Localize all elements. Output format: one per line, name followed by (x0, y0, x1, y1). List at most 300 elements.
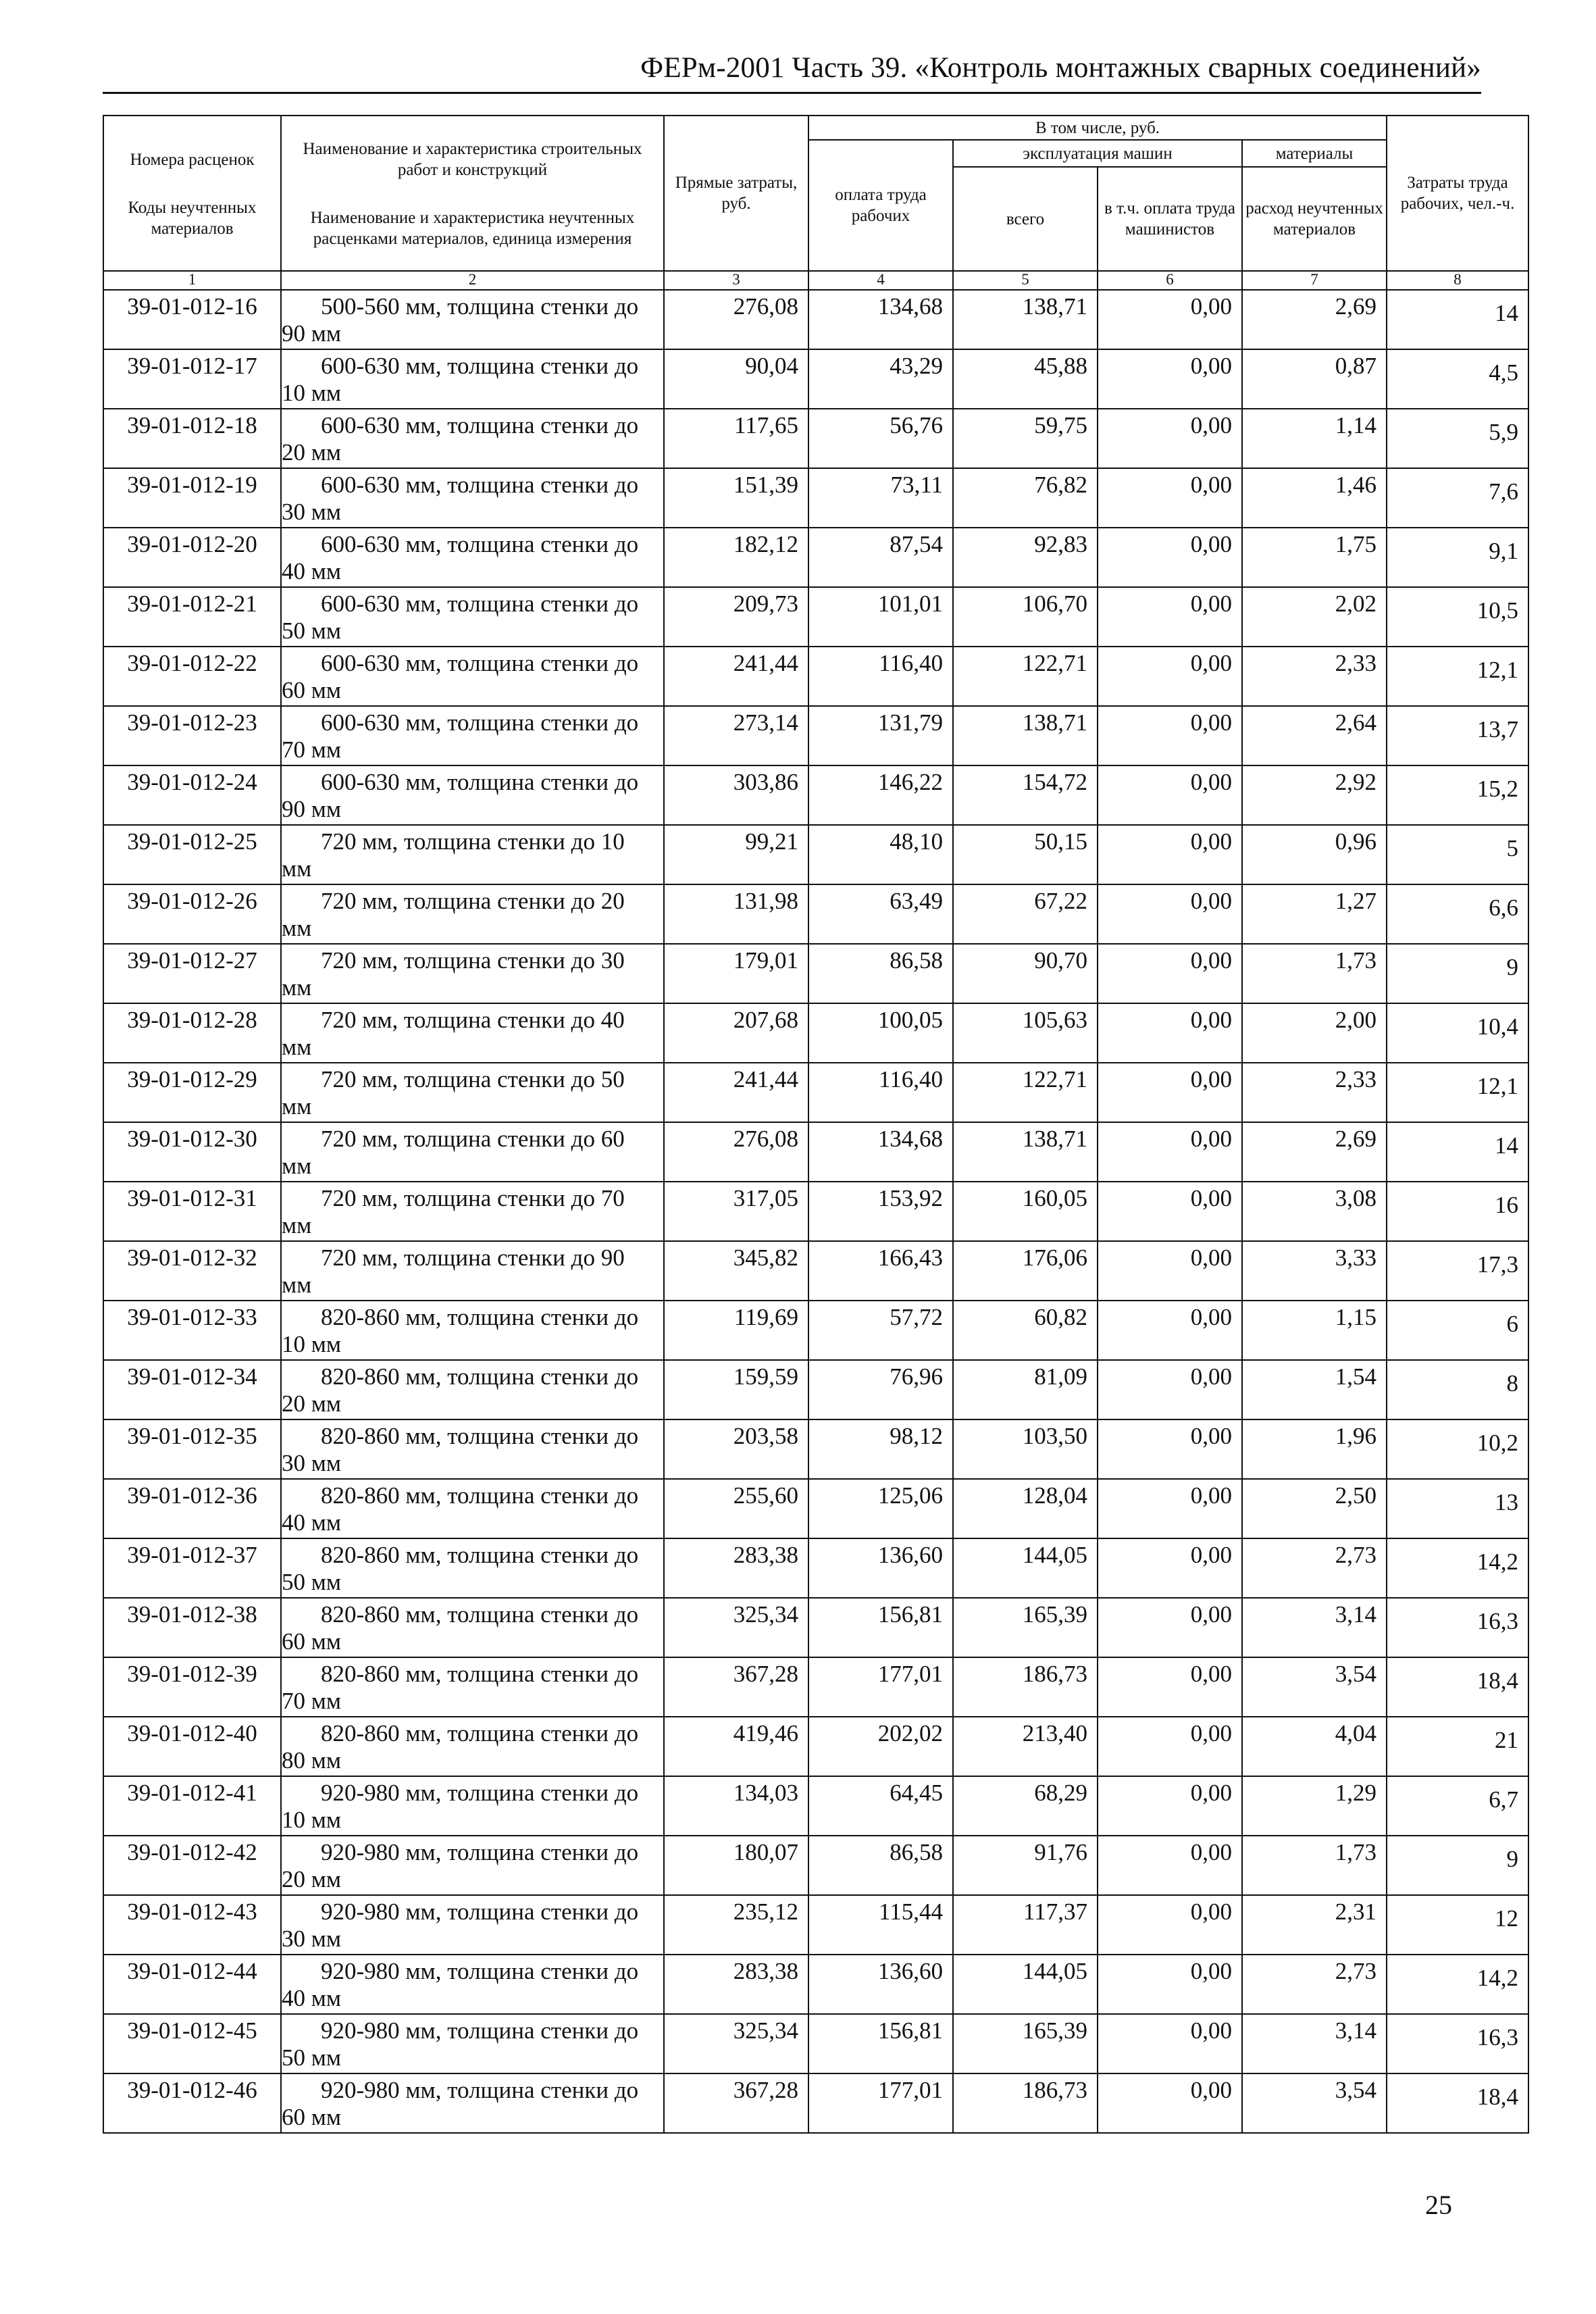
labor-costs-value: 14,2 (1387, 1538, 1528, 1598)
rate-code: 39-01-012-16 (103, 290, 281, 349)
work-description: 720 мм, толщина стенки до 30 мм (281, 944, 664, 1003)
rate-code: 39-01-012-34 (103, 1360, 281, 1419)
worker-pay-value: 56,76 (808, 409, 953, 468)
table-row (103, 825, 1528, 884)
column-number-row (103, 271, 1528, 290)
worker-pay-value: 153,92 (808, 1182, 953, 1241)
machine-total-value: 213,40 (953, 1717, 1098, 1776)
worker-pay-value: 202,02 (808, 1717, 953, 1776)
worker-pay-value: 156,81 (808, 1598, 953, 1657)
materials-value: 1,96 (1242, 1419, 1387, 1479)
machinist-pay-value: 0,00 (1098, 349, 1242, 409)
work-description: 920-980 мм, толщина стенки до 40 мм (281, 1955, 664, 2014)
direct-costs-value: 90,04 (664, 349, 808, 409)
header-direct-costs: Прямые затраты, руб. (664, 116, 808, 271)
rate-code: 39-01-012-19 (103, 468, 281, 528)
machinist-pay-value: 0,00 (1098, 1241, 1242, 1301)
direct-costs-value: 367,28 (664, 2073, 808, 2133)
work-description: 720 мм, толщина стенки до 60 мм (281, 1122, 664, 1182)
rate-code: 39-01-012-26 (103, 884, 281, 944)
header-materials: материалы (1242, 140, 1387, 167)
work-description: 820-860 мм, толщина стенки до 40 мм (281, 1479, 664, 1538)
direct-costs-value: 99,21 (664, 825, 808, 884)
table-row (103, 1241, 1528, 1301)
rate-code: 39-01-012-45 (103, 2014, 281, 2073)
machinist-pay-value: 0,00 (1098, 1301, 1242, 1360)
direct-costs-value: 345,82 (664, 1241, 808, 1301)
machine-total-value: 154,72 (953, 765, 1098, 825)
labor-costs-value: 4,5 (1387, 349, 1528, 409)
machinist-pay-value: 0,00 (1098, 1955, 1242, 2014)
direct-costs-value: 283,38 (664, 1955, 808, 2014)
header-machine-operation: эксплуатация машин (953, 140, 1242, 167)
direct-costs-value: 325,34 (664, 2014, 808, 2073)
rate-code: 39-01-012-36 (103, 1479, 281, 1538)
materials-value: 1,14 (1242, 409, 1387, 468)
table-row (103, 1003, 1528, 1063)
header-names (281, 116, 664, 271)
header-machine-total: всего (953, 167, 1098, 271)
worker-pay-value: 131,79 (808, 706, 953, 765)
machine-total-value: 117,37 (953, 1895, 1098, 1955)
labor-costs-value: 9 (1387, 944, 1528, 1003)
rate-code: 39-01-012-35 (103, 1419, 281, 1479)
work-description: 600-630 мм, толщина стенки до 90 мм (281, 765, 664, 825)
table-row (103, 1479, 1528, 1538)
worker-pay-value: 100,05 (808, 1003, 953, 1063)
rate-code: 39-01-012-21 (103, 587, 281, 647)
table-row (103, 1895, 1528, 1955)
rate-code: 39-01-012-40 (103, 1717, 281, 1776)
column-number: 3 (664, 271, 808, 290)
materials-value: 0,96 (1242, 825, 1387, 884)
labor-costs-value: 9,1 (1387, 528, 1528, 587)
materials-value: 1,27 (1242, 884, 1387, 944)
machine-total-value: 103,50 (953, 1419, 1098, 1479)
header-rate-number: Номера расценок (130, 150, 255, 169)
worker-pay-value: 115,44 (808, 1895, 953, 1955)
worker-pay-value: 177,01 (808, 2073, 953, 2133)
machine-total-value: 59,75 (953, 409, 1098, 468)
materials-value: 3,33 (1242, 1241, 1387, 1301)
direct-costs-value: 325,34 (664, 1598, 808, 1657)
table-header (103, 116, 1528, 290)
labor-costs-value: 12 (1387, 1895, 1528, 1955)
machine-total-value: 186,73 (953, 2073, 1098, 2133)
machine-total-value: 90,70 (953, 944, 1098, 1003)
work-description: 600-630 мм, толщина стенки до 40 мм (281, 528, 664, 587)
work-description: 920-980 мм, толщина стенки до 60 мм (281, 2073, 664, 2133)
table-row (103, 1063, 1528, 1122)
machine-total-value: 92,83 (953, 528, 1098, 587)
worker-pay-value: 156,81 (808, 2014, 953, 2073)
machine-total-value: 160,05 (953, 1182, 1098, 1241)
work-description: 720 мм, толщина стенки до 70 мм (281, 1182, 664, 1241)
labor-costs-value: 5,9 (1387, 409, 1528, 468)
machine-total-value: 67,22 (953, 884, 1098, 944)
labor-costs-value: 10,4 (1387, 1003, 1528, 1063)
direct-costs-value: 134,03 (664, 1776, 808, 1836)
header-including: В том числе, руб. (808, 116, 1387, 140)
worker-pay-value: 87,54 (808, 528, 953, 587)
worker-pay-value: 73,11 (808, 468, 953, 528)
work-description: 820-860 мм, толщина стенки до 30 мм (281, 1419, 664, 1479)
direct-costs-value: 241,44 (664, 647, 808, 706)
machine-total-value: 122,71 (953, 1063, 1098, 1122)
direct-costs-value: 119,69 (664, 1301, 808, 1360)
worker-pay-value: 86,58 (808, 1836, 953, 1895)
labor-costs-value: 12,1 (1387, 1063, 1528, 1122)
materials-value: 2,50 (1242, 1479, 1387, 1538)
table-row (103, 706, 1528, 765)
worker-pay-value: 63,49 (808, 884, 953, 944)
machinist-pay-value: 0,00 (1098, 1182, 1242, 1241)
work-description: 820-860 мм, толщина стенки до 80 мм (281, 1717, 664, 1776)
labor-costs-value: 14,2 (1387, 1955, 1528, 2014)
machinist-pay-value: 0,00 (1098, 1717, 1242, 1776)
column-number: 4 (808, 271, 953, 290)
labor-costs-value: 13,7 (1387, 706, 1528, 765)
machine-total-value: 105,63 (953, 1003, 1098, 1063)
work-description: 600-630 мм, толщина стенки до 20 мм (281, 409, 664, 468)
machine-total-value: 50,15 (953, 825, 1098, 884)
machine-total-value: 122,71 (953, 647, 1098, 706)
column-number: 6 (1098, 271, 1242, 290)
rate-code: 39-01-012-29 (103, 1063, 281, 1122)
labor-costs-value: 7,6 (1387, 468, 1528, 528)
rate-code: 39-01-012-31 (103, 1182, 281, 1241)
materials-value: 1,46 (1242, 468, 1387, 528)
direct-costs-value: 131,98 (664, 884, 808, 944)
work-description: 820-860 мм, толщина стенки до 50 мм (281, 1538, 664, 1598)
direct-costs-value: 276,08 (664, 1122, 808, 1182)
table-row (103, 765, 1528, 825)
table-row (103, 290, 1528, 349)
table-row (103, 349, 1528, 409)
work-description: 920-980 мм, толщина стенки до 30 мм (281, 1895, 664, 1955)
machinist-pay-value: 0,00 (1098, 1598, 1242, 1657)
header-material-name: Наименование и характеристика неучтенных расценками материалов, единица измерения (310, 209, 635, 248)
machine-total-value: 81,09 (953, 1360, 1098, 1419)
table-row (103, 647, 1528, 706)
work-description: 600-630 мм, толщина стенки до 60 мм (281, 647, 664, 706)
work-description: 820-860 мм, толщина стенки до 60 мм (281, 1598, 664, 1657)
direct-costs-value: 273,14 (664, 706, 808, 765)
column-number: 8 (1387, 271, 1528, 290)
materials-value: 1,75 (1242, 528, 1387, 587)
title-rule (103, 92, 1481, 94)
machinist-pay-value: 0,00 (1098, 528, 1242, 587)
header-machinist-pay: в т.ч. оплата труда машинистов (1098, 167, 1242, 271)
machinist-pay-value: 0,00 (1098, 944, 1242, 1003)
work-description: 920-980 мм, толщина стенки до 50 мм (281, 2014, 664, 2073)
column-number: 5 (953, 271, 1098, 290)
labor-costs-value: 10,2 (1387, 1419, 1528, 1479)
materials-value: 2,31 (1242, 1895, 1387, 1955)
machine-total-value: 165,39 (953, 2014, 1098, 2073)
direct-costs-value: 419,46 (664, 1717, 808, 1776)
machinist-pay-value: 0,00 (1098, 1479, 1242, 1538)
machinist-pay-value: 0,00 (1098, 290, 1242, 349)
work-description: 600-630 мм, толщина стенки до 50 мм (281, 587, 664, 647)
labor-costs-value: 18,4 (1387, 1657, 1528, 1717)
materials-value: 1,73 (1242, 1836, 1387, 1895)
direct-costs-value: 117,65 (664, 409, 808, 468)
header-work-name: Наименование и характеристика строительных работ и конструкций (303, 140, 642, 179)
direct-costs-value: 207,68 (664, 1003, 808, 1063)
worker-pay-value: 116,40 (808, 647, 953, 706)
header-material-consumption: расход неучтенных материалов (1242, 167, 1387, 271)
work-description: 720 мм, толщина стенки до 90 мм (281, 1241, 664, 1301)
materials-value: 2,02 (1242, 587, 1387, 647)
machinist-pay-value: 0,00 (1098, 1538, 1242, 1598)
machinist-pay-value: 0,00 (1098, 1003, 1242, 1063)
table-row (103, 1717, 1528, 1776)
materials-value: 2,64 (1242, 706, 1387, 765)
materials-value: 1,29 (1242, 1776, 1387, 1836)
table-row (103, 1955, 1528, 2014)
labor-costs-value: 13 (1387, 1479, 1528, 1538)
materials-value: 4,04 (1242, 1717, 1387, 1776)
machinist-pay-value: 0,00 (1098, 409, 1242, 468)
direct-costs-value: 255,60 (664, 1479, 808, 1538)
worker-pay-value: 177,01 (808, 1657, 953, 1717)
materials-value: 2,00 (1242, 1003, 1387, 1063)
work-description: 600-630 мм, толщина стенки до 10 мм (281, 349, 664, 409)
table-row (103, 409, 1528, 468)
worker-pay-value: 48,10 (808, 825, 953, 884)
table-row (103, 2014, 1528, 2073)
direct-costs-value: 209,73 (664, 587, 808, 647)
materials-value: 2,33 (1242, 647, 1387, 706)
machine-total-value: 106,70 (953, 587, 1098, 647)
worker-pay-value: 98,12 (808, 1419, 953, 1479)
machinist-pay-value: 0,00 (1098, 1836, 1242, 1895)
work-description: 720 мм, толщина стенки до 50 мм (281, 1063, 664, 1122)
machinist-pay-value: 0,00 (1098, 1895, 1242, 1955)
materials-value: 1,54 (1242, 1360, 1387, 1419)
machine-total-value: 138,71 (953, 1122, 1098, 1182)
machinist-pay-value: 0,00 (1098, 1063, 1242, 1122)
direct-costs-value: 203,58 (664, 1419, 808, 1479)
machinist-pay-value: 0,00 (1098, 468, 1242, 528)
machine-total-value: 144,05 (953, 1538, 1098, 1598)
work-description: 820-860 мм, толщина стенки до 20 мм (281, 1360, 664, 1419)
header-labor-costs: Затраты труда рабочих, чел.-ч. (1387, 116, 1528, 271)
rate-code: 39-01-012-33 (103, 1301, 281, 1360)
machinist-pay-value: 0,00 (1098, 1776, 1242, 1836)
column-number: 7 (1242, 271, 1387, 290)
materials-value: 1,73 (1242, 944, 1387, 1003)
work-description: 920-980 мм, толщина стенки до 10 мм (281, 1776, 664, 1836)
direct-costs-value: 241,44 (664, 1063, 808, 1122)
machinist-pay-value: 0,00 (1098, 1122, 1242, 1182)
machine-total-value: 76,82 (953, 468, 1098, 528)
work-description: 500-560 мм, толщина стенки до 90 мм (281, 290, 664, 349)
table-row (103, 1776, 1528, 1836)
direct-costs-value: 303,86 (664, 765, 808, 825)
running-title: ФЕРм-2001 Часть 39. «Контроль монтажных сварных соединений» (640, 52, 1481, 84)
machine-total-value: 138,71 (953, 706, 1098, 765)
materials-value: 2,33 (1242, 1063, 1387, 1122)
worker-pay-value: 86,58 (808, 944, 953, 1003)
rates-table (103, 115, 1529, 2134)
page-number: 25 (1425, 2190, 1452, 2220)
work-description: 820-860 мм, толщина стенки до 10 мм (281, 1301, 664, 1360)
work-description: 820-860 мм, толщина стенки до 70 мм (281, 1657, 664, 1717)
table-body (103, 290, 1528, 2133)
column-number: 1 (103, 271, 281, 290)
labor-costs-value: 16 (1387, 1182, 1528, 1241)
worker-pay-value: 57,72 (808, 1301, 953, 1360)
machine-total-value: 138,71 (953, 290, 1098, 349)
worker-pay-value: 101,01 (808, 587, 953, 647)
rate-code: 39-01-012-27 (103, 944, 281, 1003)
table-row (103, 1360, 1528, 1419)
machinist-pay-value: 0,00 (1098, 2014, 1242, 2073)
machine-total-value: 45,88 (953, 349, 1098, 409)
rate-code: 39-01-012-30 (103, 1122, 281, 1182)
worker-pay-value: 43,29 (808, 349, 953, 409)
labor-costs-value: 9 (1387, 1836, 1528, 1895)
rate-code: 39-01-012-22 (103, 647, 281, 706)
direct-costs-value: 317,05 (664, 1182, 808, 1241)
machinist-pay-value: 0,00 (1098, 765, 1242, 825)
table-row (103, 1657, 1528, 1717)
materials-value: 0,87 (1242, 349, 1387, 409)
header-worker-pay: оплата труда рабочих (808, 140, 953, 271)
work-description: 600-630 мм, толщина стенки до 30 мм (281, 468, 664, 528)
direct-costs-value: 367,28 (664, 1657, 808, 1717)
rate-code: 39-01-012-20 (103, 528, 281, 587)
labor-costs-value: 18,4 (1387, 2073, 1528, 2133)
table-row (103, 468, 1528, 528)
labor-costs-value: 8 (1387, 1360, 1528, 1419)
worker-pay-value: 166,43 (808, 1241, 953, 1301)
table-row (103, 528, 1528, 587)
machinist-pay-value: 0,00 (1098, 1657, 1242, 1717)
labor-costs-value: 6,7 (1387, 1776, 1528, 1836)
table-row (103, 1182, 1528, 1241)
labor-costs-value: 12,1 (1387, 647, 1528, 706)
machine-total-value: 128,04 (953, 1479, 1098, 1538)
materials-value: 3,14 (1242, 1598, 1387, 1657)
materials-value: 3,54 (1242, 2073, 1387, 2133)
rate-code: 39-01-012-25 (103, 825, 281, 884)
worker-pay-value: 134,68 (808, 290, 953, 349)
direct-costs-value: 180,07 (664, 1836, 808, 1895)
work-description: 600-630 мм, толщина стенки до 70 мм (281, 706, 664, 765)
machine-total-value: 176,06 (953, 1241, 1098, 1301)
direct-costs-value: 182,12 (664, 528, 808, 587)
machine-total-value: 60,82 (953, 1301, 1098, 1360)
table-row (103, 587, 1528, 647)
materials-value: 2,73 (1242, 1955, 1387, 2014)
worker-pay-value: 136,60 (808, 1538, 953, 1598)
rate-code: 39-01-012-18 (103, 409, 281, 468)
worker-pay-value: 64,45 (808, 1776, 953, 1836)
column-number: 2 (281, 271, 664, 290)
table-row (103, 2073, 1528, 2133)
direct-costs-value: 159,59 (664, 1360, 808, 1419)
work-description: 920-980 мм, толщина стенки до 20 мм (281, 1836, 664, 1895)
labor-costs-value: 6,6 (1387, 884, 1528, 944)
table-row (103, 1419, 1528, 1479)
worker-pay-value: 134,68 (808, 1122, 953, 1182)
labor-costs-value: 10,5 (1387, 587, 1528, 647)
labor-costs-value: 14 (1387, 1122, 1528, 1182)
worker-pay-value: 146,22 (808, 765, 953, 825)
work-description: 720 мм, толщина стенки до 40 мм (281, 1003, 664, 1063)
labor-costs-value: 6 (1387, 1301, 1528, 1360)
rate-code: 39-01-012-24 (103, 765, 281, 825)
machinist-pay-value: 0,00 (1098, 1419, 1242, 1479)
work-description: 720 мм, толщина стенки до 20 мм (281, 884, 664, 944)
materials-value: 3,54 (1242, 1657, 1387, 1717)
direct-costs-value: 283,38 (664, 1538, 808, 1598)
rate-code: 39-01-012-28 (103, 1003, 281, 1063)
rate-code: 39-01-012-41 (103, 1776, 281, 1836)
labor-costs-value: 21 (1387, 1717, 1528, 1776)
materials-value: 2,73 (1242, 1538, 1387, 1598)
table-row (103, 944, 1528, 1003)
direct-costs-value: 235,12 (664, 1895, 808, 1955)
machinist-pay-value: 0,00 (1098, 884, 1242, 944)
direct-costs-value: 179,01 (664, 944, 808, 1003)
work-description: 720 мм, толщина стенки до 10 мм (281, 825, 664, 884)
rate-code: 39-01-012-43 (103, 1895, 281, 1955)
worker-pay-value: 136,60 (808, 1955, 953, 2014)
rate-code: 39-01-012-17 (103, 349, 281, 409)
machine-total-value: 186,73 (953, 1657, 1098, 1717)
machinist-pay-value: 0,00 (1098, 587, 1242, 647)
materials-value: 1,15 (1242, 1301, 1387, 1360)
rate-code: 39-01-012-44 (103, 1955, 281, 2014)
labor-costs-value: 15,2 (1387, 765, 1528, 825)
materials-value: 2,92 (1242, 765, 1387, 825)
table-row (103, 1598, 1528, 1657)
table-row (103, 1301, 1528, 1360)
rate-code: 39-01-012-42 (103, 1836, 281, 1895)
machinist-pay-value: 0,00 (1098, 647, 1242, 706)
header-rate-codes (103, 116, 281, 271)
table-row (103, 1836, 1528, 1895)
labor-costs-value: 14 (1387, 290, 1528, 349)
materials-value: 3,08 (1242, 1182, 1387, 1241)
labor-costs-value: 16,3 (1387, 1598, 1528, 1657)
materials-value: 2,69 (1242, 290, 1387, 349)
rate-code: 39-01-012-37 (103, 1538, 281, 1598)
worker-pay-value: 76,96 (808, 1360, 953, 1419)
machine-total-value: 144,05 (953, 1955, 1098, 2014)
rate-code: 39-01-012-23 (103, 706, 281, 765)
worker-pay-value: 125,06 (808, 1479, 953, 1538)
machine-total-value: 165,39 (953, 1598, 1098, 1657)
worker-pay-value: 116,40 (808, 1063, 953, 1122)
table-row (103, 884, 1528, 944)
materials-value: 3,14 (1242, 2014, 1387, 2073)
rate-code: 39-01-012-38 (103, 1598, 281, 1657)
machine-total-value: 68,29 (953, 1776, 1098, 1836)
direct-costs-value: 276,08 (664, 290, 808, 349)
direct-costs-value: 151,39 (664, 468, 808, 528)
header-material-codes: Коды неучтенных материалов (128, 198, 257, 238)
rate-code: 39-01-012-39 (103, 1657, 281, 1717)
materials-value: 2,69 (1242, 1122, 1387, 1182)
rate-code: 39-01-012-32 (103, 1241, 281, 1301)
machine-total-value: 91,76 (953, 1836, 1098, 1895)
labor-costs-value: 17,3 (1387, 1241, 1528, 1301)
